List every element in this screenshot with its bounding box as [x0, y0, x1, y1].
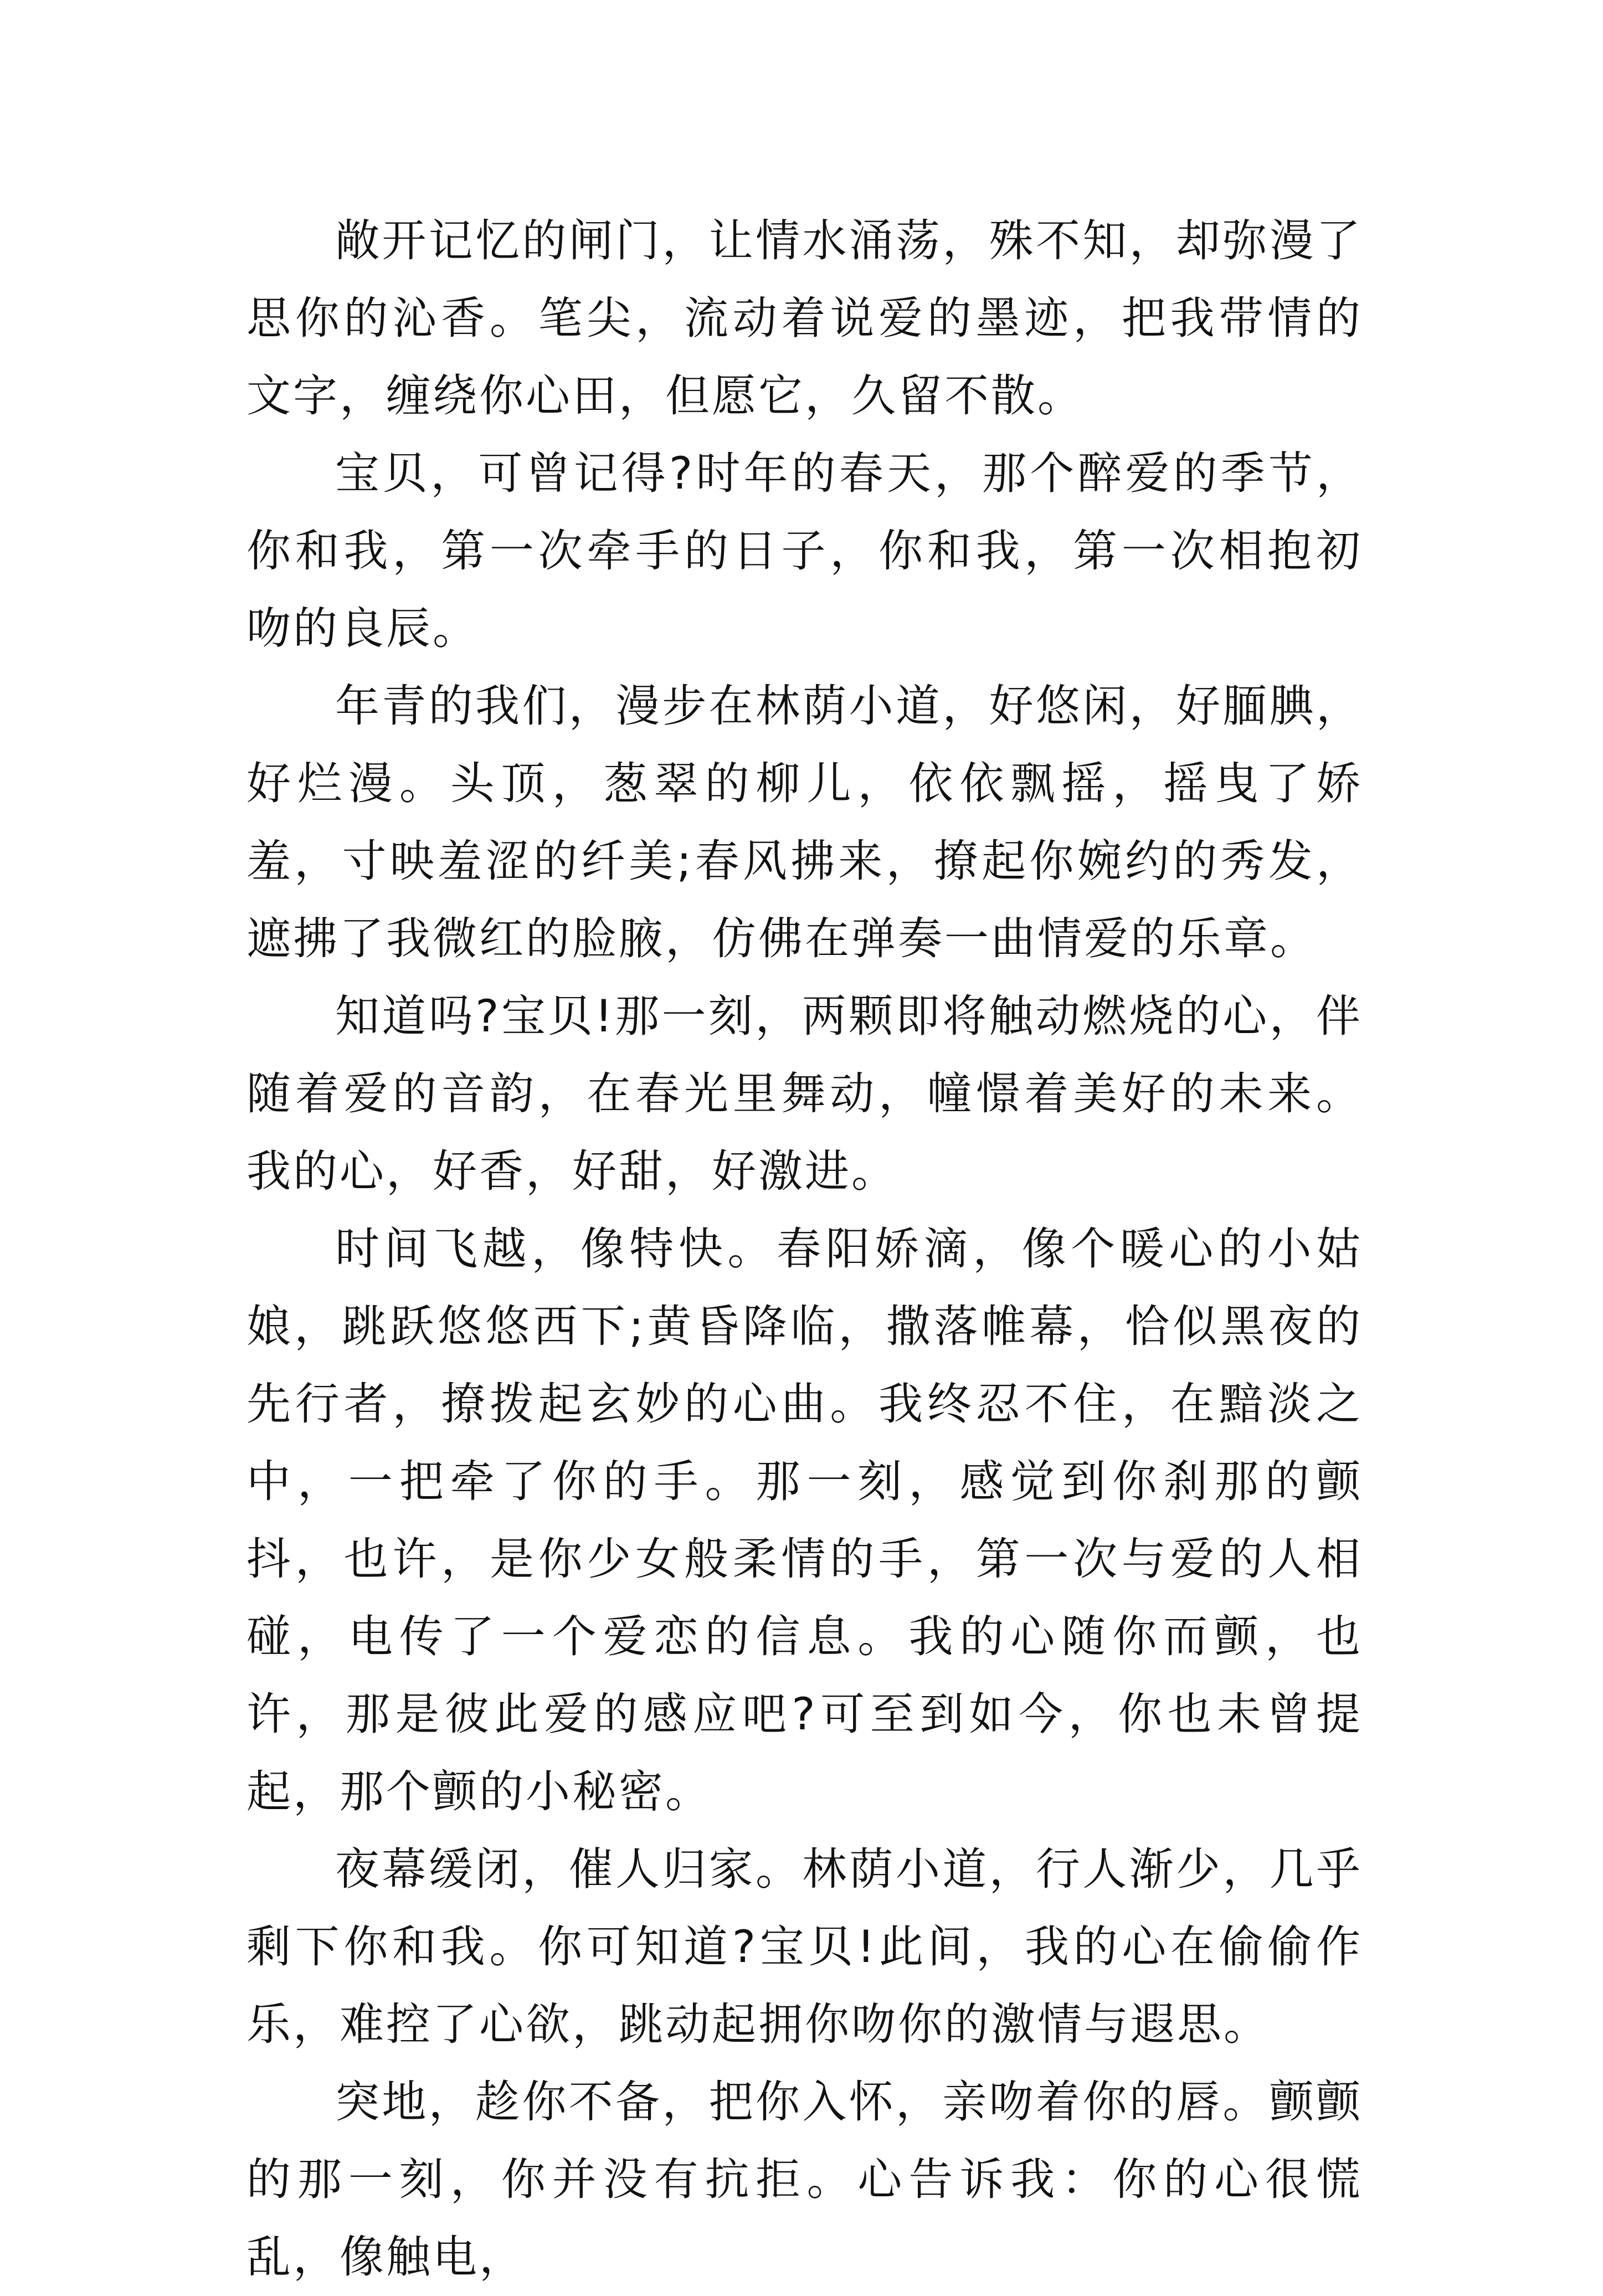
paragraph-7: 突地，趁你不备，把你入怀，亲吻着你的唇。颤颤的那一刻，你并没有抗拒。心告诉我：你的心很慌乱，像触电， — [246, 2076, 1363, 2283]
paragraph-3: 年青的我们，漫步在林荫小道，好悠闲，好腼腆，好烂漫。头顶，葱翠的柳儿，依依飘摇，摇曳了娇羞，寸映羞涩的纤美;春风拂来，撩起你婉约的秀发，遮拂了我微红的脸腋，仿佛在弹奏一曲情爱的乐章。 — [246, 680, 1363, 964]
paragraph-1: 敞开记忆的闸门，让情水涌荡，殊不知，却弥漫了思你的沁香。笔尖，流动着说爱的墨迹，把我带情的文字，缠绕你心田，但愿它，久留不散。 — [246, 215, 1363, 422]
document-body — [246, 202, 1363, 2296]
paragraph-2: 宝贝，可曾记得?时年的春天，那个醉爱的季节，你和我，第一次牵手的日子，你和我，第一次相抱初吻的良辰。 — [246, 448, 1363, 654]
paragraph-5: 时间飞越，像特快。春阳娇滴，像个暖心的小姑娘，跳跃悠悠西下;黄昏降临，撒落帷幕，恰似黑夜的先行者，撩拨起玄妙的心曲。我终忍不住，在黯淡之中，一把牵了你的手。那一刻，感觉到你刹那的颤抖，也许，是你少女般柔情的手，第一次与爱的人相碰，电传了一个爱恋的信息。我的心随你而颤，也许，那是彼此爱的感应吧?可至到如今，你也未曾提起，那个颤的小秘密。 — [246, 1223, 1363, 1817]
paragraph-6: 夜幕缓闭，催人归家。林荫小道，行人渐少，几乎剩下你和我。你可知道?宝贝!此间，我的心在偷偷作乐，难控了心欲，跳动起拥你吻你的激情与遐思。 — [246, 1843, 1363, 2050]
paragraph-4: 知道吗?宝贝!那一刻，两颗即将触动燃烧的心，伴随着爱的音韵，在春光里舞动，幢憬着美好的未来。我的心，好香，好甜，好激进。 — [246, 990, 1363, 1197]
